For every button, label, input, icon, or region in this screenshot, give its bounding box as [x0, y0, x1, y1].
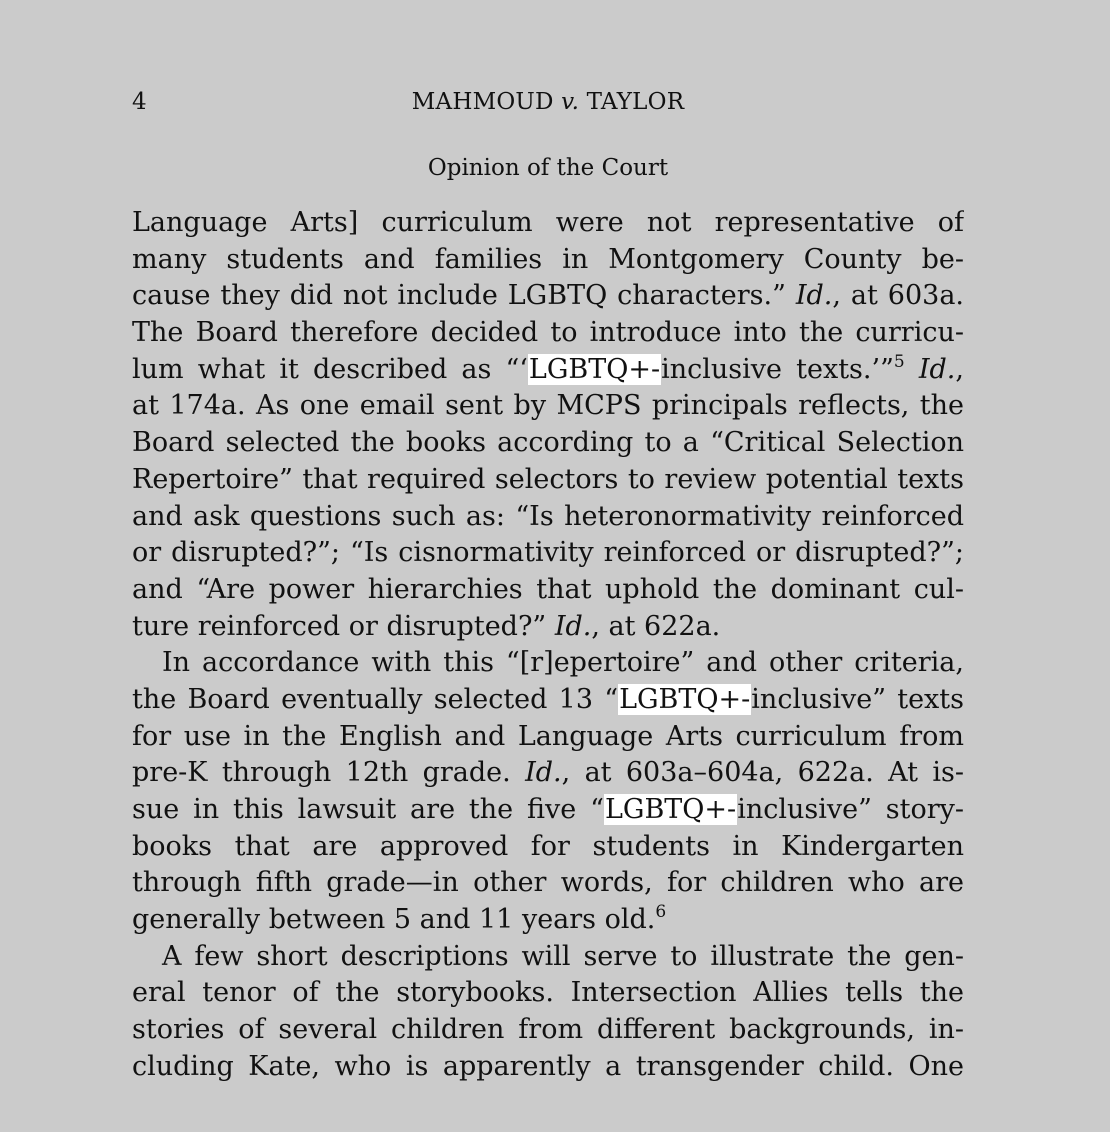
text-line — [132, 609, 964, 646]
highlighted-term: LGBTQ+- — [619, 683, 751, 715]
text-run: ture reinforced or disrupted?” — [132, 610, 555, 642]
text-line: and “Are power hierarchies that uphold the dominant cul- — [132, 573, 964, 605]
opinion-subheading: Opinion of the Court — [427, 155, 669, 181]
text-run: cause they did not include LGBTQ characters.” — [132, 280, 786, 312]
text-line: at 174a. As one email sent by MCPS principals reflects, the — [132, 390, 964, 422]
citation-id: Id. — [918, 353, 956, 385]
text-line: A few short descriptions will serve to illustrate the gen- — [162, 940, 964, 972]
text-run: lum what it described as “‘ — [132, 353, 528, 385]
text-line: or disrupted?”; “Is cisnormativity reinforced or disrupted?”; — [132, 537, 964, 569]
text-line: eral tenor of the storybooks. Intersection Allies tells the — [132, 977, 964, 1009]
text-run: , at 603a–604a, 622a. At is- — [561, 757, 964, 789]
text-line: Board selected the books according to a “Critical Selection — [132, 427, 964, 459]
running-head — [0, 88, 1096, 116]
text-run: sue in this lawsuit are the five “ — [132, 794, 604, 825]
text-line: and ask questions such as: “Is heteronormativity reinforced — [132, 500, 964, 532]
footnote-ref: 6 — [655, 902, 667, 923]
case-name-part: MAHMOUD — [411, 89, 562, 115]
highlighted-term: LGBTQ+- — [528, 353, 661, 385]
text-line — [132, 902, 964, 939]
text-run: , at 622a. — [591, 610, 721, 642]
text-line: Repertoire” that required selectors to review potential texts — [132, 463, 964, 495]
case-name-part: TAYLOR — [579, 89, 685, 115]
text-run: generally between 5 and 11 years old. — [132, 904, 656, 936]
text-line: stories of several children from different backgrounds, in- — [132, 1014, 964, 1046]
text-line: many students and families in Montgomery County be- — [132, 243, 964, 275]
text-run: the Board eventually selected 13 “ — [132, 683, 619, 715]
text-line — [132, 682, 964, 719]
text-line: for use in the English and Language Arts curriculum from — [132, 720, 964, 752]
page-number: 4 — [132, 89, 147, 115]
footnote-ref: 5 — [893, 351, 905, 372]
text-line: The Board therefore decided to introduce into the curricu- — [132, 317, 964, 349]
citation-id: Id. — [795, 280, 833, 312]
case-name-v: v. — [561, 89, 580, 115]
text-line — [132, 352, 964, 389]
text-run: inclusive” story- — [737, 794, 964, 825]
text-line: books that are approved for students in Kindergarten — [132, 830, 964, 862]
opinion-body — [132, 205, 964, 1086]
text-line — [132, 755, 964, 792]
text-run: , at 603a. — [832, 280, 964, 312]
citation-id: Id. — [554, 610, 592, 642]
text-line — [132, 792, 964, 829]
text-line — [132, 278, 964, 315]
text-line: cluding Kate, who is apparently a transgender child. One — [132, 1050, 964, 1082]
text-line: Language Arts] curriculum were not representative of — [132, 207, 964, 238]
citation-id: Id. — [525, 757, 562, 789]
text-run: inclusive” texts — [751, 683, 964, 715]
text-line: through fifth grade—in other words, for children who are — [132, 867, 964, 899]
text-run: pre-K through 12th grade. — [132, 757, 526, 789]
text-run: inclusive texts.’” — [661, 353, 894, 385]
highlighted-term: LGBTQ+- — [604, 794, 737, 825]
text-line: In accordance with this “[r]epertoire” and other criteria, — [162, 647, 964, 679]
text-run: , — [955, 353, 964, 385]
